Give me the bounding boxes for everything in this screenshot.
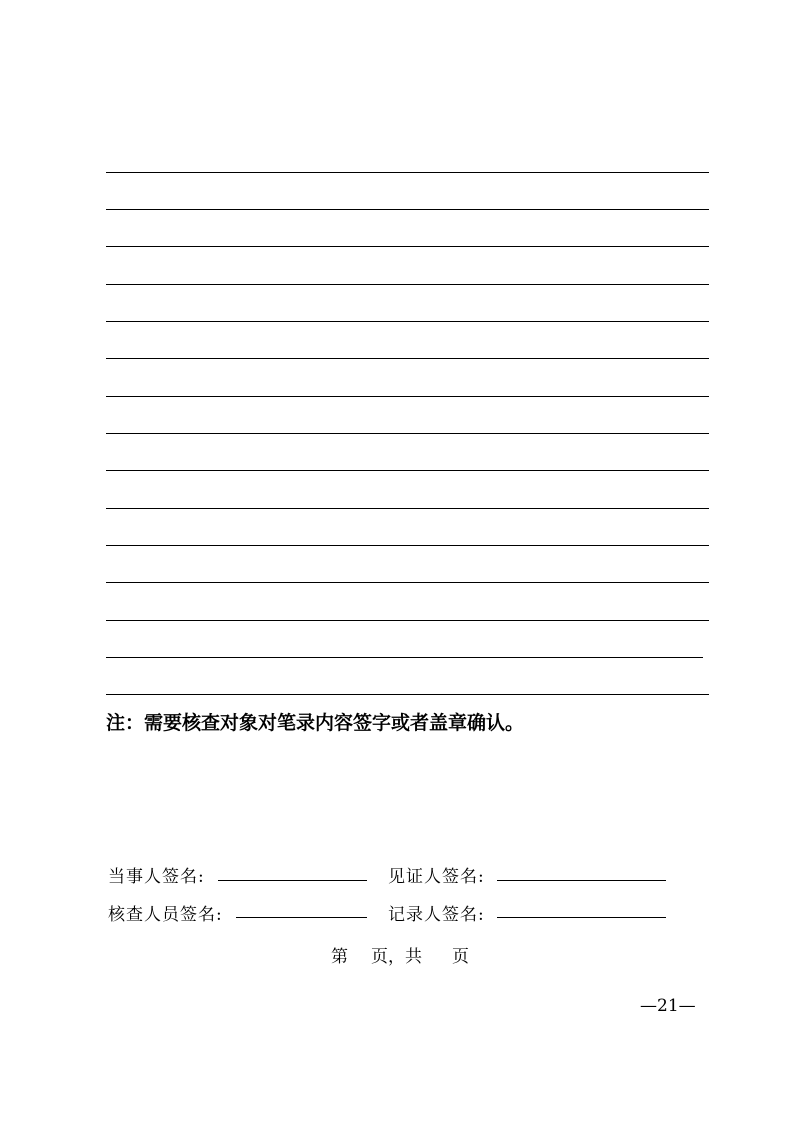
inspector-signature-line[interactable] xyxy=(236,917,367,918)
writing-line xyxy=(106,582,709,583)
writing-line xyxy=(106,358,709,359)
page-number: —21— xyxy=(640,996,696,1016)
recorder-signature-line[interactable] xyxy=(497,917,666,918)
writing-line xyxy=(106,433,709,434)
party-signature-line[interactable] xyxy=(218,880,367,881)
witness-signature-line[interactable] xyxy=(497,880,666,881)
writing-line xyxy=(106,508,709,509)
note-text: 注：需要核查对象对笔录内容签字或者盖章确认。 xyxy=(106,712,525,734)
writing-line xyxy=(106,657,703,658)
writing-line xyxy=(106,172,709,173)
writing-line xyxy=(106,284,709,285)
pager-ye: 页 xyxy=(452,947,469,967)
writing-line xyxy=(106,321,709,322)
writing-line xyxy=(106,246,709,247)
writing-line xyxy=(106,209,709,210)
writing-line xyxy=(106,545,709,546)
writing-line xyxy=(106,620,709,621)
pager-ye-gong: 页，共 xyxy=(371,947,422,967)
pager-di: 第 xyxy=(331,947,348,967)
writing-line xyxy=(106,470,709,471)
party-signature-label: 当事人签名: xyxy=(108,867,205,887)
recorder-signature-label: 记录人签名: xyxy=(388,905,485,925)
writing-line xyxy=(106,396,709,397)
witness-signature-label: 见证人签名: xyxy=(388,867,485,887)
inspector-signature-label: 核查人员签名: xyxy=(108,905,223,925)
writing-line xyxy=(106,694,709,695)
